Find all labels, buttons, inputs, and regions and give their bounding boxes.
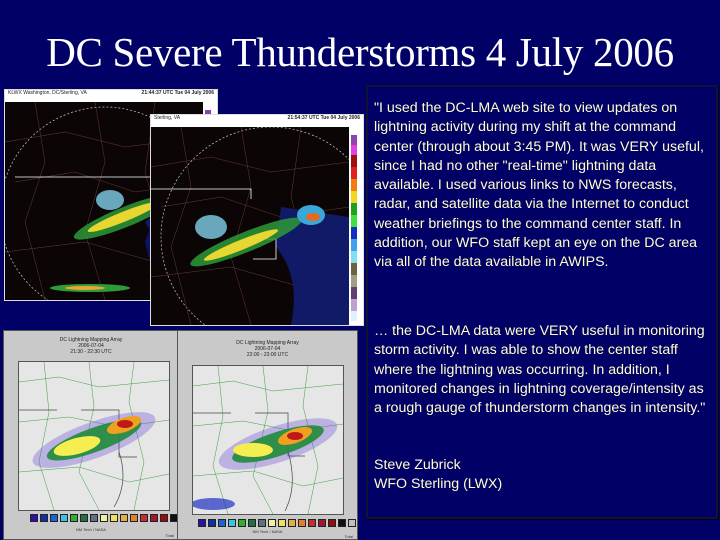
author-name: Steve Zubrick — [374, 457, 461, 473]
lma-map — [18, 361, 170, 511]
radar-station-label: KLWX Washington, DC/Sterling, VA — [8, 90, 87, 96]
lma-date: 2006-07-04 — [254, 346, 281, 352]
testimonial-box — [366, 85, 718, 519]
quote-paragraph-2: … the DC-LMA data were VERY useful in monitoring storm activity. I was able to show the center staff where the lightning was occurring. In addition, I monitored changes in lightning coverage/intensity as a rough gauge of thunderstorm changes in intensity." — [374, 323, 706, 417]
lma-title: DC Lightning Mapping Array — [59, 337, 123, 343]
lma-title: DC Lightning Mapping Array — [236, 340, 299, 346]
lma-density-legend — [30, 514, 179, 522]
lma-date: 2006-07-04 — [78, 343, 104, 349]
quote-attribution — [374, 456, 712, 495]
lightning-density-map-1 — [3, 330, 179, 540]
radar-timestamp: 21:44:37 UTC Tue 04 July 2006 — [141, 90, 214, 96]
lma-footer-right: Total — [344, 534, 353, 539]
lma-footer-right: Total — [165, 533, 174, 538]
radar-station-label: Sterling, VA — [154, 115, 181, 121]
radar-map — [151, 127, 349, 325]
lma-time-range: 22:00 - 23:00 UTC — [246, 352, 289, 358]
lma-density-legend — [198, 519, 358, 527]
lma-time-range: 21:30 - 22:30 UTC — [70, 349, 112, 355]
radar-image-2 — [150, 114, 364, 326]
slide-title: DC Severe Thunderstorms 4 July 2006 — [46, 29, 674, 75]
radar-timestamp: 21:54:37 UTC Tue 04 July 2006 — [287, 115, 360, 121]
quote-paragraph-1: "I used the DC-LMA web site to view updates on lightning activity during my shift at the command center (through about 3:45 PM). It was VERY useful, since I had no other "real-time" lightning data available. I used various links to NWS forecasts, radar, and satellite data via the Internet to conduct weather briefings to the command center staff. In addition, our WFO staff kept an eye on the DC area via all of the data available in AWIPS. — [374, 100, 704, 271]
radar-header — [151, 115, 363, 127]
reflectivity-color-scale — [349, 127, 363, 325]
lightning-density-map-2 — [177, 330, 358, 540]
radar-header — [5, 90, 217, 102]
author-affiliation: WFO Sterling (LWX) — [374, 476, 503, 493]
lma-footer: NM Tech / NASA — [252, 529, 283, 534]
lma-map — [192, 365, 344, 515]
lma-footer: NM Tech / NASA — [76, 527, 106, 532]
